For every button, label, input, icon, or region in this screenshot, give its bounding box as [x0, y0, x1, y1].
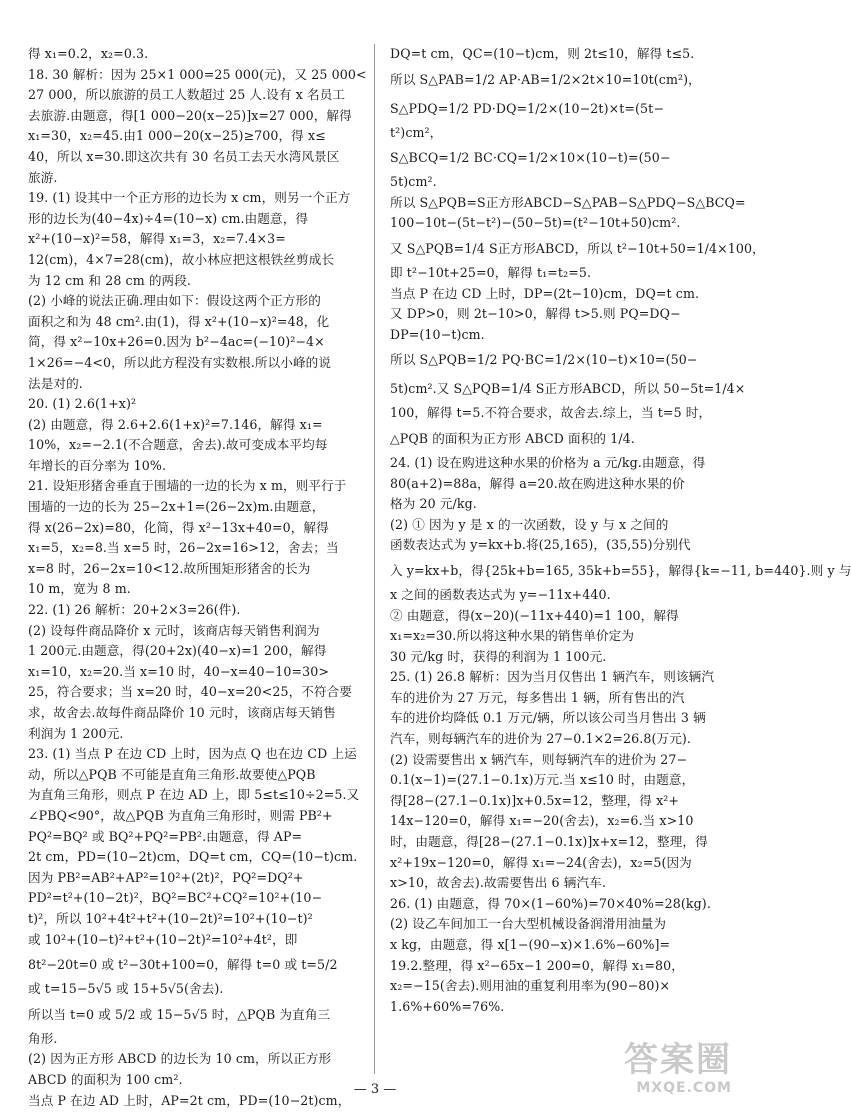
column-divider [374, 44, 375, 1074]
text-line: x₁=x₂=30.所以将这种水果的销售单价定为 [390, 628, 635, 644]
text-line: ABCD 的面积为 100 cm². [28, 1071, 183, 1087]
text-line: 26. (1) 由题意，得 70×(1−60%)=70×40%=28(kg). [390, 895, 711, 911]
text-line: 所以当 t=0 或 5/2 或 15−5√5 时，△PQB 为直角三 [28, 1006, 331, 1022]
text-line: 动，所以△PQB 不可能是直角三角形.故要使△PQB [28, 766, 316, 782]
text-line: (2) 由题意，得 2.6+2.6(1+x)²=7.146，解得 x₁= [28, 416, 323, 432]
text-line: 法是对的. [28, 375, 83, 391]
text-line: x₁=5，x₂=8.当 x=5 时，26−2x=16>12，舍去；当 [28, 540, 339, 556]
text-line: S△BCQ=1/2 BC·CQ=1/2×10×(10−t)=(50− [390, 150, 671, 166]
text-line: 得[28−(27.1−0.1x)]x+0.5x=12，整理，得 x²+ [390, 792, 680, 808]
text-line: x²+19x−120=0，解得 x₁=−24(舍去)，x₂=5(因为 [390, 854, 692, 870]
text-line: 5t)cm².又 S△PQB=1/4 S正方形ABCD，所以 50−5t=1/4× [390, 381, 746, 397]
left-column [28, 44, 367, 1111]
text-line: x²+(10−x)²=58，解得 x₁=3，x₂=7.4×3= [28, 231, 286, 247]
text-line: t)²，所以 10²+4t²+t²+(10−2t)²=10²+(10−t)² [28, 910, 313, 926]
text-line: 年增长的百分率为 10%. [28, 457, 167, 473]
text-line: 所以 S△PQB=1/2 PQ·BC=1/2×(10−t)×10=(50− [390, 352, 698, 368]
text-line: 因为 PB²=AB²+AP²=10²+(2t)²，PQ²=DQ²+ [28, 869, 304, 885]
text-line: 12(cm)，4×7=28(cm)，故小林应把这根铁丝剪成长 [28, 251, 335, 267]
text-line: DQ=t cm，QC=(10−t)cm，则 2t≤10，解得 t≤5. [390, 46, 695, 61]
text-line: 时，由题意，得[28−(27.1−0.1x)]x+x=12，整理，得 [390, 834, 708, 850]
text-line: DP=(10−t)cm. [390, 326, 485, 342]
text-line: △PQB 的面积为正方形 ABCD 面积的 1/4. [390, 430, 635, 446]
text-line: (2) 设需要售出 x 辆汽车，则每辆汽车的进价为 27− [390, 751, 688, 767]
text-line: 23. (1) 当点 P 在边 CD 上时，因为点 Q 也在边 CD 上运 [28, 746, 357, 762]
text-line: 求，故舍去.故每件商品降价 10 元时，该商店每天销售 [28, 705, 336, 720]
text-line: (2) 小峰的说法正确.理由如下：假设这两个正方形的 [28, 293, 321, 309]
text-line: (2) 设每件商品降价 x 元时，该商店每天销售利润为 [28, 622, 320, 638]
text-line: 车的进价均降低 0.1 万元/辆，所以该公司当月售出 3 辆 [390, 710, 706, 726]
text-line: 即 t²−10t+25=0，解得 t₁=t₂=5. [390, 264, 592, 280]
text-line: 当点 P 在边 AD 上时，AP=2t cm，PD=(10−2t)cm， [28, 1092, 351, 1108]
watermark-logo [592, 1040, 732, 1104]
text-line: 利润为 1 200元. [28, 725, 124, 741]
text-line: 18. 30 解析：因为 25×1 000=25 000(元)，又 25 000< [28, 66, 367, 82]
text-line: x=8 时，26−2x=10<12.故所围矩形猪舍的长为 [28, 560, 311, 576]
text-line: 22. (1) 26 解析：20+2×3=26(件). [28, 602, 241, 618]
text-line: 10%，x₂=−2.1(不合题意，舍去).故可变成本平均每 [28, 437, 328, 453]
text-line: S△PDQ=1/2 PD·DQ=1/2×(10−2t)×t=(5t− [390, 100, 664, 116]
text-line: 100，解得 t=5.不符合要求，故舍去.综上，当 t=5 时， [390, 405, 712, 421]
text-line: 或 t=15−5√5 或 15+5√5(舍去). [28, 981, 224, 997]
text-line: 函数表达式为 y=kx+b.将(25,165)，(35,55)分别代 [390, 537, 691, 553]
text-line: 5t)cm². [390, 174, 437, 190]
text-line: 80(a+2)=88a，解得 a=20.故在购进这种水果的价 [390, 475, 685, 491]
text-line: 1.6%+60%=76%. [390, 998, 505, 1014]
text-line: ② 由题意，得(x−20)(−11x+440)=1 100，解得 [390, 607, 679, 623]
text-line: 所以 S△PQB=S正方形ABCD−S△PAB−S△PDQ−S△BCQ= [390, 194, 746, 210]
text-line: 100−10t−(5t−t²)−(50−5t)=(t²−10t+50)cm². [390, 215, 681, 231]
text-line: 21. 设矩形猪舍垂直于围墙的一边的长为 x m，则平行于 [28, 478, 347, 494]
text-line: x kg，由题意，得 x[1−(90−x)×1.6%−60%]= [390, 937, 671, 952]
text-line: x₁=10，x₂=20.当 x=10 时，40−x=40−10=30> [28, 663, 329, 679]
text-line: 简，得 x²−10x+26=0.因为 b²−4ac=(−10)²−4× [28, 334, 325, 350]
text-line: x 之间的函数表达式为 y=−11x+440. [390, 586, 611, 602]
text-line: 又 S△PQB=1/4 S正方形ABCD，所以 t²−10t+50=1/4×100， [390, 240, 765, 256]
text-line: 14x−120=0，解得 x₁=−20(舍去)，x₂=6.当 x>10 [390, 813, 694, 829]
text-line: 车的进价为 27 万元，每多售出 1 辆，所有售出的汽 [390, 689, 685, 705]
text-line: (2) 因为正方形 ABCD 的边长为 10 cm，所以正方形 [28, 1051, 332, 1067]
text-line: 27 000，所以旅游的员工人数超过 25 人.设有 x 名员工 [28, 87, 346, 103]
right-column [390, 44, 851, 1017]
text-line: 围墙的一边的长为 25−2x+1=(26−2x)m.由题意， [28, 499, 325, 515]
text-line: 面积之和为 48 cm².由(1)，得 x²+(10−x)²=48，化 [28, 313, 330, 329]
text-line: 8t²−20t=0 或 t²−30t+100=0，解得 t=0 或 t=5/2 [28, 957, 338, 973]
text-line: 19. (1) 设其中一个正方形的边长为 x cm，则另一个正方 [28, 190, 351, 206]
text-line: 40，所以 x=30.即这次共有 30 名员工去天水湾风景区 [28, 148, 340, 164]
text-line: 所以 S△PAB=1/2 AP·AB=1/2×2t×10=10t(cm²)， [390, 71, 701, 87]
text-line: 格为 20 元/kg. [390, 496, 477, 512]
text-line: 去旅游.由题意，得[1 000−20(x−25)]x=27 000，解得 [28, 107, 352, 123]
text-line: 25. (1) 26.8 解析：因为当月仅售出 1 辆汽车，则该辆汽 [390, 669, 715, 685]
text-line: 得 x₁=0.2，x₂=0.3. [28, 46, 149, 61]
text-line: 又 DP>0，则 2t−10>0，解得 t>5.则 PQ=DQ− [390, 306, 681, 322]
text-line: x>10，故舍去).故需要售出 6 辆汽车. [390, 875, 606, 891]
text-line: 为直角三角形，则点 P 在边 AD 上，即 5≤t≤10÷2=5.又 [28, 787, 360, 803]
watermark-text: 答案圈 [624, 1040, 732, 1080]
text-line: 25，符合要求；当 x=20 时，40−x=20<25，不符合要 [28, 684, 353, 700]
text-line: PQ²=BQ² 或 BQ²+PQ²=PB².由题意，得 AP= [28, 828, 303, 844]
text-line: 30 元/kg 时，获得的利润为 1 100元. [390, 648, 607, 664]
text-line: (2) 设乙车间加工一台大型机械设备润滑用油量为 [390, 916, 667, 932]
text-line: ∠PBQ<90°，故△PQB 为直角三角形时，则需 PB²+ [28, 807, 333, 823]
text-line: 20. (1) 2.6(1+x)² [28, 396, 137, 412]
text-line: 1 200元.由题意，得(20+2x)(40−x)=1 200，解得 [28, 643, 327, 659]
text-line: t²)cm²， [390, 124, 443, 140]
text-line: 19.2.整理，得 x²−65x−1 200=0，解得 x₁=80， [390, 957, 684, 973]
text-line: (2) ① 因为 y 是 x 的一次函数，设 y 与 x 之间的 [390, 516, 669, 532]
text-line: 10 m，宽为 8 m. [28, 581, 131, 597]
text-line: 汽车，则每辆汽车的进价为 27−0.1×2=26.8(万元). [390, 731, 692, 747]
text-line: 24. (1) 设在购进这种水果的价格为 a 元/kg.由题意，得 [390, 454, 706, 470]
text-line: 0.1(x−1)=(27.1−0.1x)万元.当 x≤10 时，由题意， [390, 772, 695, 788]
text-line: 旅游. [28, 169, 58, 185]
text-line: PD²=t²+(10−2t)²，BQ²=BC²+CQ²=10²+(10− [28, 890, 323, 906]
text-line: 1×26=−4<0，所以此方程没有实数根.所以小峰的说 [28, 354, 332, 370]
text-line: 得 x(26−2x)=80，化简，得 x²−13x+40=0，解得 [28, 519, 329, 535]
text-line: 或 10²+(10−t)²+t²+(10−2t)²=10²+4t²，即 [28, 931, 298, 947]
page-number: — 3 — [353, 1082, 397, 1097]
text-line: 角形. [28, 1030, 58, 1046]
text-line: x₂=−15(舍去).则用油的重复利用率为(90−80)× [390, 978, 671, 994]
text-line: 当点 P 在边 CD 上时，DP=(2t−10)cm，DQ=t cm. [390, 285, 700, 301]
text-line: 形的边长为(40−4x)÷4=(10−x) cm.由题意，得 [28, 210, 309, 226]
text-line: 入 y=kx+b，得{25k+b=165, 35k+b=55}，解得{k=−11, b=440}.则 y 与 [390, 562, 851, 578]
text-line: 为 12 cm 和 28 cm 的两段. [28, 272, 192, 288]
text-line: x₁=30，x₂=45.由1 000−20(x−25)≥700，得 x≤ [28, 128, 326, 144]
watermark-url: MXQE.COM [636, 1080, 732, 1096]
text-line: 2t cm，PD=(10−2t)cm，DQ=t cm，CQ=(10−t)cm. [28, 849, 358, 865]
